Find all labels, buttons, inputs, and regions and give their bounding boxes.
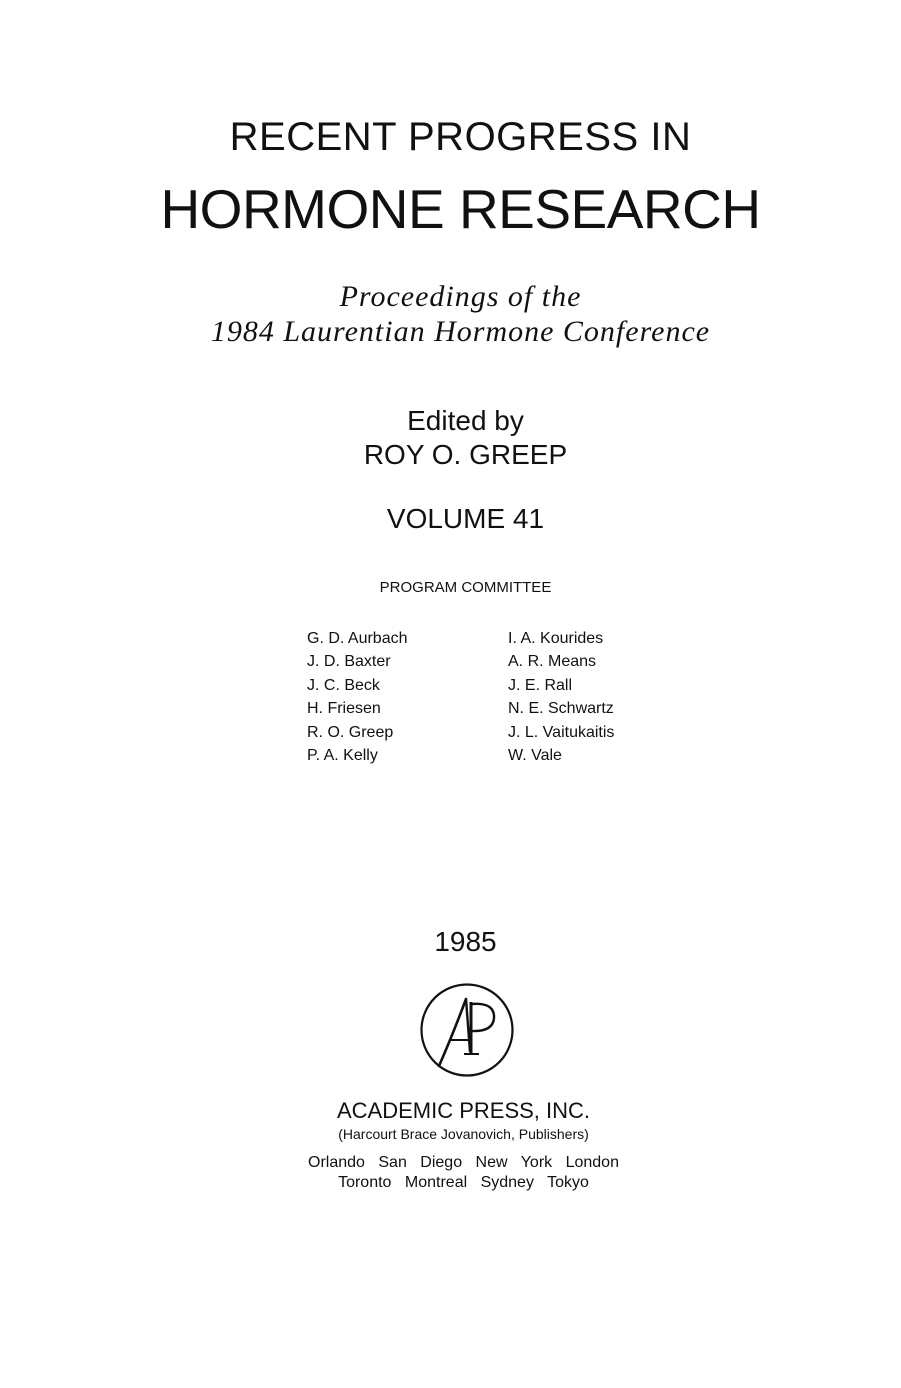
committee-heading: PROGRAM COMMITTEE: [379, 579, 552, 596]
publisher-name: ACADEMIC PRESS, INC.: [336, 1098, 591, 1123]
committee-member: J. E. Rall: [508, 676, 573, 694]
committee-member: J. C. Beck: [307, 676, 380, 694]
committee-member: J. L. Vaitukaitis: [508, 723, 615, 741]
publisher-cities-line-1: Orlando San Diego New York London: [308, 1154, 619, 1171]
editor-name: ROY O. GREEP: [363, 439, 568, 470]
committee-member: H. Friesen: [307, 700, 381, 718]
book-title: HORMONE RESEARCH: [160, 178, 761, 240]
committee-list-left: [307, 627, 408, 767]
committee-list-right: [508, 627, 614, 767]
publication-year: 1985: [434, 926, 497, 957]
committee-member: N. E. Schwartz: [508, 700, 614, 718]
academic-press-logo-icon: [419, 982, 515, 1078]
subtitle-line-2: 1984 Laurentian Hormone Conference: [210, 315, 711, 348]
committee-member: P. A. Kelly: [307, 747, 378, 765]
publisher-parent: (Harcourt Brace Jovanovich, Publishers): [338, 1126, 589, 1142]
committee-member: G. D. Aurbach: [307, 630, 408, 647]
publisher-cities-line-2: Toronto Montreal Sydney Tokyo: [338, 1174, 589, 1191]
committee-member: W. Vale: [508, 747, 562, 765]
committee-member: J. D. Baxter: [307, 653, 391, 671]
committee-member: I. A. Kourides: [508, 630, 604, 647]
committee-member: A. R. Means: [508, 653, 597, 671]
edited-by-label: Edited by: [407, 405, 524, 436]
volume-number: VOLUME 41: [386, 503, 545, 534]
series-title: RECENT PROGRESS IN: [229, 115, 692, 159]
subtitle-line-1: Proceedings of the: [339, 280, 582, 313]
committee-member: R. O. Greep: [307, 723, 394, 741]
